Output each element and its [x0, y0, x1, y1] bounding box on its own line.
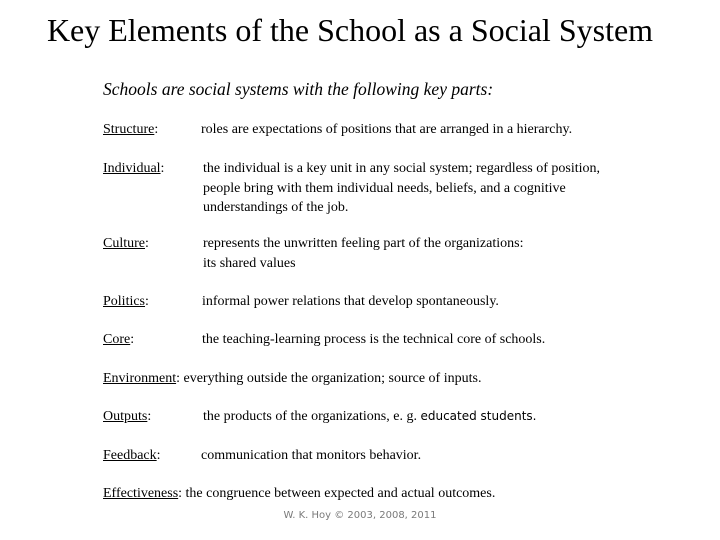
term-description: the teaching-learning process is the technical core of schools.: [202, 332, 546, 347]
term-label: Core:: [103, 332, 135, 347]
copyright-footer: W. K. Hoy © 2003, 2008, 2011: [283, 510, 437, 521]
slide-subtitle: Schools are social systems with the following key parts:: [103, 79, 494, 99]
term-description: understandings of the job.: [203, 200, 349, 215]
term-description: the products of the organizations, e. g. educated students.: [203, 409, 537, 424]
term-label: Effectiveness: [103, 486, 179, 501]
term-line: Effectiveness: the congruence between expected and actual outcomes.: [103, 486, 496, 501]
term-description: the congruence between expected and actual outcomes.: [185, 486, 496, 501]
term-label: Culture:: [103, 236, 149, 251]
slide-title: Key Elements of the School as a Social System: [46, 12, 654, 48]
term-label: Environment: [103, 371, 177, 386]
term-description: informal power relations that develop spontaneously.: [202, 294, 499, 309]
term-description: communication that monitors behavior.: [201, 448, 422, 463]
term-description: roles are expectations of positions that are arranged in a hierarchy.: [201, 122, 573, 137]
term-label: Politics:: [103, 294, 149, 309]
term-description: represents the unwritten feeling part of the organizations:: [203, 236, 524, 251]
term-description: its shared values: [203, 255, 296, 271]
term-label: Structure:: [103, 122, 159, 137]
term-label: Individual:: [103, 161, 165, 176]
term-description: people bring with them individual needs, beliefs, and a cognitive: [203, 180, 566, 196]
term-description: the individual is a key unit in any social system; regardless of position,: [203, 161, 600, 176]
term-label: Feedback:: [103, 448, 161, 463]
term-description: everything outside the organization; source of inputs.: [183, 371, 482, 386]
term-line: Environment: everything outside the organization; source of inputs.: [103, 371, 482, 386]
term-label: Outputs:: [103, 409, 152, 424]
